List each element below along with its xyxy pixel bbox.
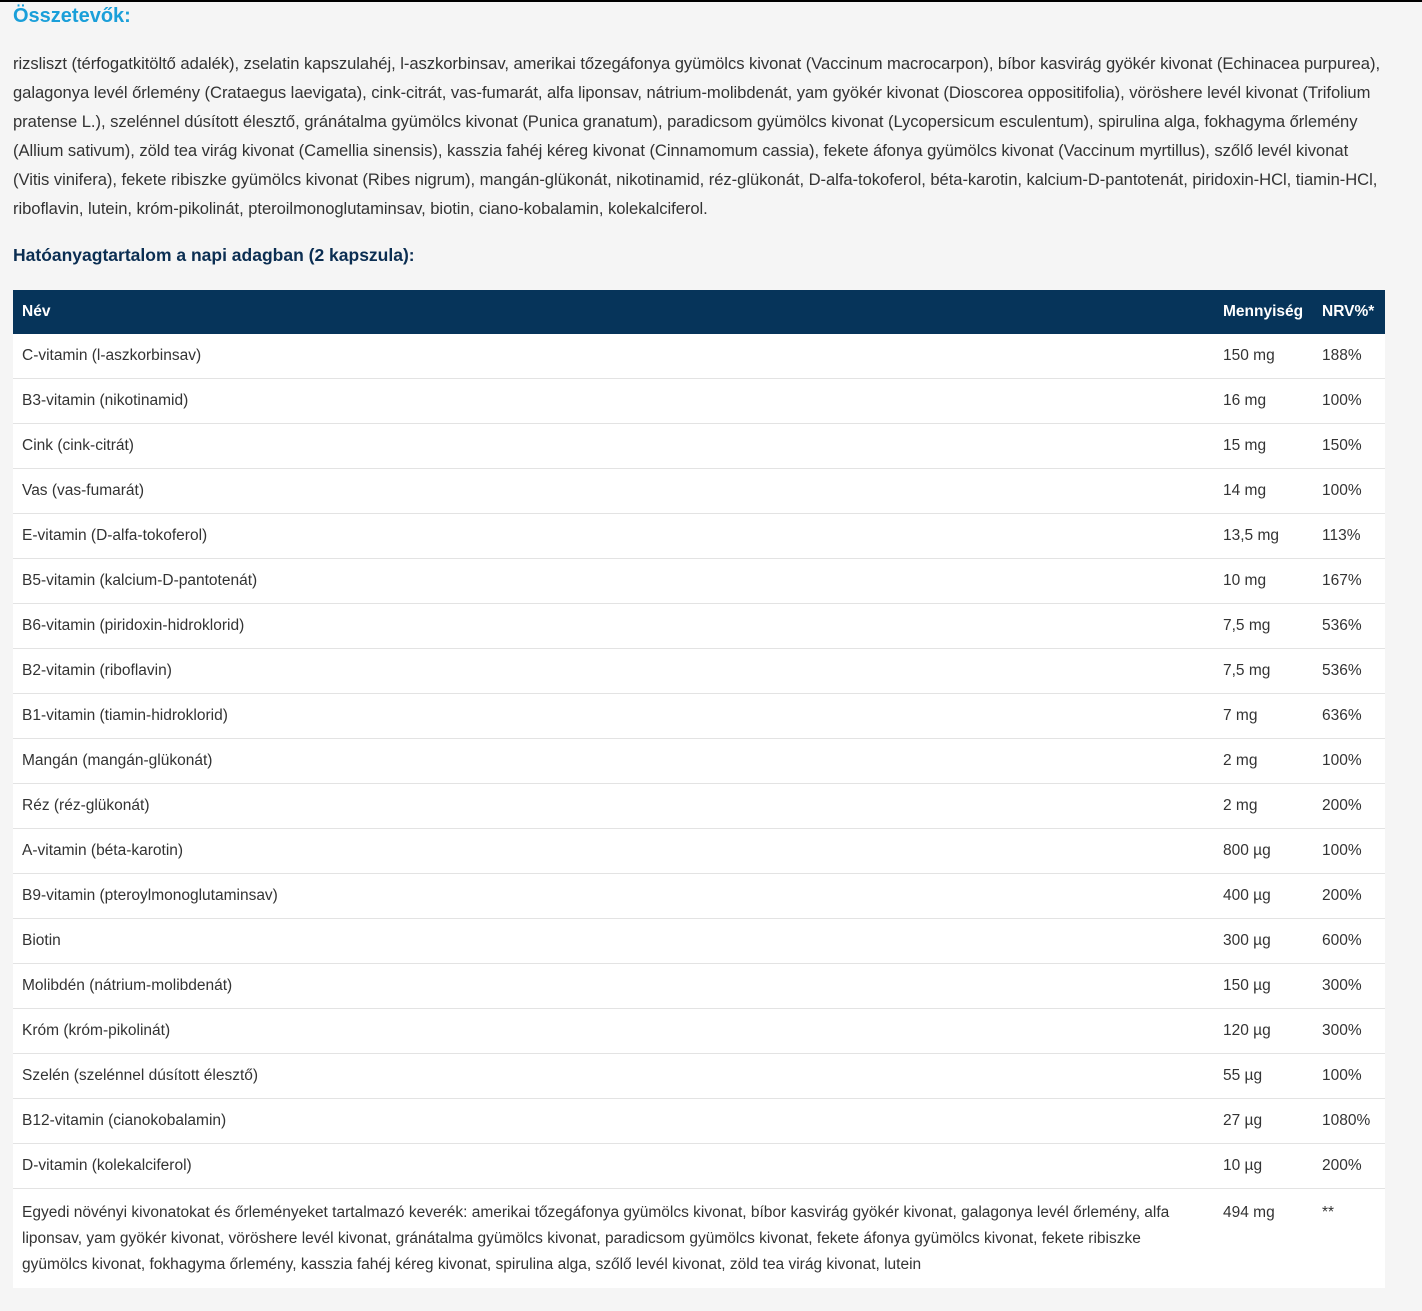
nutrient-nrv: 100% [1313,1054,1385,1099]
table-row [13,469,1385,514]
nutrient-amount: 55 µg [1214,1054,1313,1099]
table-row [13,739,1385,784]
nutrient-amount: 7,5 mg [1214,604,1313,649]
nutrient-amount: 494 mg [1214,1189,1313,1289]
nutrient-name: C-vitamin (l-aszkorbinsav) [13,334,1214,379]
nutrient-amount: 150 µg [1214,964,1313,1009]
nutrient-amount: 120 µg [1214,1009,1313,1054]
table-row [13,829,1385,874]
nutrient-amount: 13,5 mg [1214,514,1313,559]
column-header-nrv: NRV%* [1313,290,1385,334]
nutrient-nrv: 200% [1313,784,1385,829]
table-row [13,649,1385,694]
table-row [13,334,1385,379]
nutrient-name: Cink (cink-citrát) [13,424,1214,469]
table-row [13,559,1385,604]
table-row [13,379,1385,424]
nutrient-amount: 800 µg [1214,829,1313,874]
nutrient-nrv: 300% [1313,1009,1385,1054]
nutrient-nrv: 150% [1313,424,1385,469]
nutrient-name: B5-vitamin (kalcium-D-pantotenát) [13,559,1214,604]
daily-dose-heading: Hatóanyagtartalom a napi adagban (2 kapszula): [13,245,415,265]
column-header-name: Név [13,290,1214,334]
nutrient-nrv: 100% [1313,379,1385,424]
table-row [13,964,1385,1009]
nutrient-name: Króm (króm-pikolinát) [13,1009,1214,1054]
nutrient-nrv: 100% [1313,469,1385,514]
nutrient-nrv: 600% [1313,919,1385,964]
table-row [13,1099,1385,1144]
table-row [13,874,1385,919]
nutrient-name: B3-vitamin (nikotinamid) [13,379,1214,424]
table-body [13,334,1385,1288]
table-row [13,784,1385,829]
nutrient-amount: 16 mg [1214,379,1313,424]
nutrient-amount: 15 mg [1214,424,1313,469]
top-divider [0,0,1422,2]
nutrient-amount: 14 mg [1214,469,1313,514]
nutrient-amount: 10 µg [1214,1144,1313,1189]
nutrient-name: A-vitamin (béta-karotin) [13,829,1214,874]
nutrient-name: Molibdén (nátrium-molibdenát) [13,964,1214,1009]
table-row [13,604,1385,649]
table-row [13,514,1385,559]
nutrient-amount: 2 mg [1214,784,1313,829]
nutrient-name: Mangán (mangán-glükonát) [13,739,1214,784]
table-row [13,1189,1385,1289]
nutrient-nrv: 536% [1313,604,1385,649]
nutrient-name: B1-vitamin (tiamin-hidroklorid) [13,694,1214,739]
nutrient-name: Vas (vas-fumarát) [13,469,1214,514]
nutrient-name: B9-vitamin (pteroylmonoglutaminsav) [13,874,1214,919]
nutrient-nrv: 1080% [1313,1099,1385,1144]
nutrient-name: B12-vitamin (cianokobalamin) [13,1099,1214,1144]
nutrient-amount: 10 mg [1214,559,1313,604]
nutrient-amount: 2 mg [1214,739,1313,784]
nutrient-nrv: 167% [1313,559,1385,604]
nutrient-nrv: ** [1313,1189,1385,1289]
nutrient-amount: 7,5 mg [1214,649,1313,694]
nutrient-nrv: 100% [1313,829,1385,874]
nutrient-amount: 7 mg [1214,694,1313,739]
nutrient-nrv: 100% [1313,739,1385,784]
table-header [13,290,1385,334]
table-row [13,1144,1385,1189]
product-details [13,3,1385,1288]
nutrient-name: Szelén (szelénnel dúsított élesztő) [13,1054,1214,1099]
nutrient-amount: 300 µg [1214,919,1313,964]
column-header-amount: Mennyiség [1214,290,1313,334]
ingredients-heading: Összetevők: [13,5,131,27]
nutrient-name: E-vitamin (D-alfa-tokoferol) [13,514,1214,559]
nutrient-nrv: 113% [1313,514,1385,559]
nutrient-name: Biotin [13,919,1214,964]
table-row [13,694,1385,739]
nutrient-nrv: 200% [1313,874,1385,919]
table-row [13,1054,1385,1099]
table-row [13,919,1385,964]
ingredients-text: rizsliszt (térfogatkitöltő adalék), zselatin kapszulahéj, l-aszkorbinsav, amerikai tőzegáfonya gyümölcs kivonat (Vaccinum macrocarpon), bíbor kasvirág gyökér kivonat (Echinacea purpurea), galagonya levél őrlemény (Crataegus laevigata), cink-citrát, vas-fumarát, alfa liponsav, nátrium-molibdenát, yam gyökér kivonat (Dioscorea oppositifolia), vöröshere levél kivonat (Trifolium pratense L.), szelénnel dúsított élesztő, gránátalma gyümölcs kivonat (Punica granatum), paradicsom gyümölcs kivonat (Lycopersicum esculentum), spirulina alga, fokhagyma őrlemény (Allium sativum), zöld tea virág kivonat (Camellia sinensis), kasszia fahéj kéreg kivonat (Cinnamomum cassia), fekete áfonya gyümölcs kivonat (Vaccinum myrtillus), szőlő levél kivonat (Vitis vinifera), fekete ribiszke gyümölcs kivonat (Ribes nigrum), mangán-glükonát, nikotinamid, réz-glükonát, D-alfa-tokoferol, béta-karotin, kalcium-D-pantotenát, piridoxin-HCl, tiamin-HCl, riboflavin, lutein, króm-pikolinát, pteroilmonoglutaminsav, biotin, ciano-kobalamin, kolekalciferol. [13,54,1381,218]
nutrient-nrv: 636% [1313,694,1385,739]
nutrient-amount: 400 µg [1214,874,1313,919]
table-row [13,424,1385,469]
nutrient-nrv: 188% [1313,334,1385,379]
nutrient-name: B6-vitamin (piridoxin-hidroklorid) [13,604,1214,649]
nutrient-name: D-vitamin (kolekalciferol) [13,1144,1214,1189]
nutrient-name: Réz (réz-glükonát) [13,784,1214,829]
table-row [13,1009,1385,1054]
nutrient-amount: 150 mg [1214,334,1313,379]
header-row [13,290,1385,334]
nutrient-name: B2-vitamin (riboflavin) [13,649,1214,694]
nutrient-nrv: 300% [1313,964,1385,1009]
nutrient-nrv: 200% [1313,1144,1385,1189]
nutrient-name: Egyedi növényi kivonatokat és őrleményeket tartalmazó keverék: amerikai tőzegáfonya gyümölcs kivonat, bíbor kasvirág gyökér kivonat, galagonya levél őrlemény, alfa liponsav, yam gyökér kivonat, vöröshere levél kivonat, gránátalma gyümölcs kivonat, paradicsom gyümölcs kivonat, fekete áfonya gyümölcs kivonat, fekete ribiszke gyümölcs kivonat, fokhagyma őrlemény, kasszia fahéj kéreg kivonat, spirulina alga, szőlő levél kivonat, zöld tea virág kivonat, lutein [13,1189,1214,1289]
nutrition-table [13,290,1385,1288]
nutrient-nrv: 536% [1313,649,1385,694]
nutrient-amount: 27 µg [1214,1099,1313,1144]
